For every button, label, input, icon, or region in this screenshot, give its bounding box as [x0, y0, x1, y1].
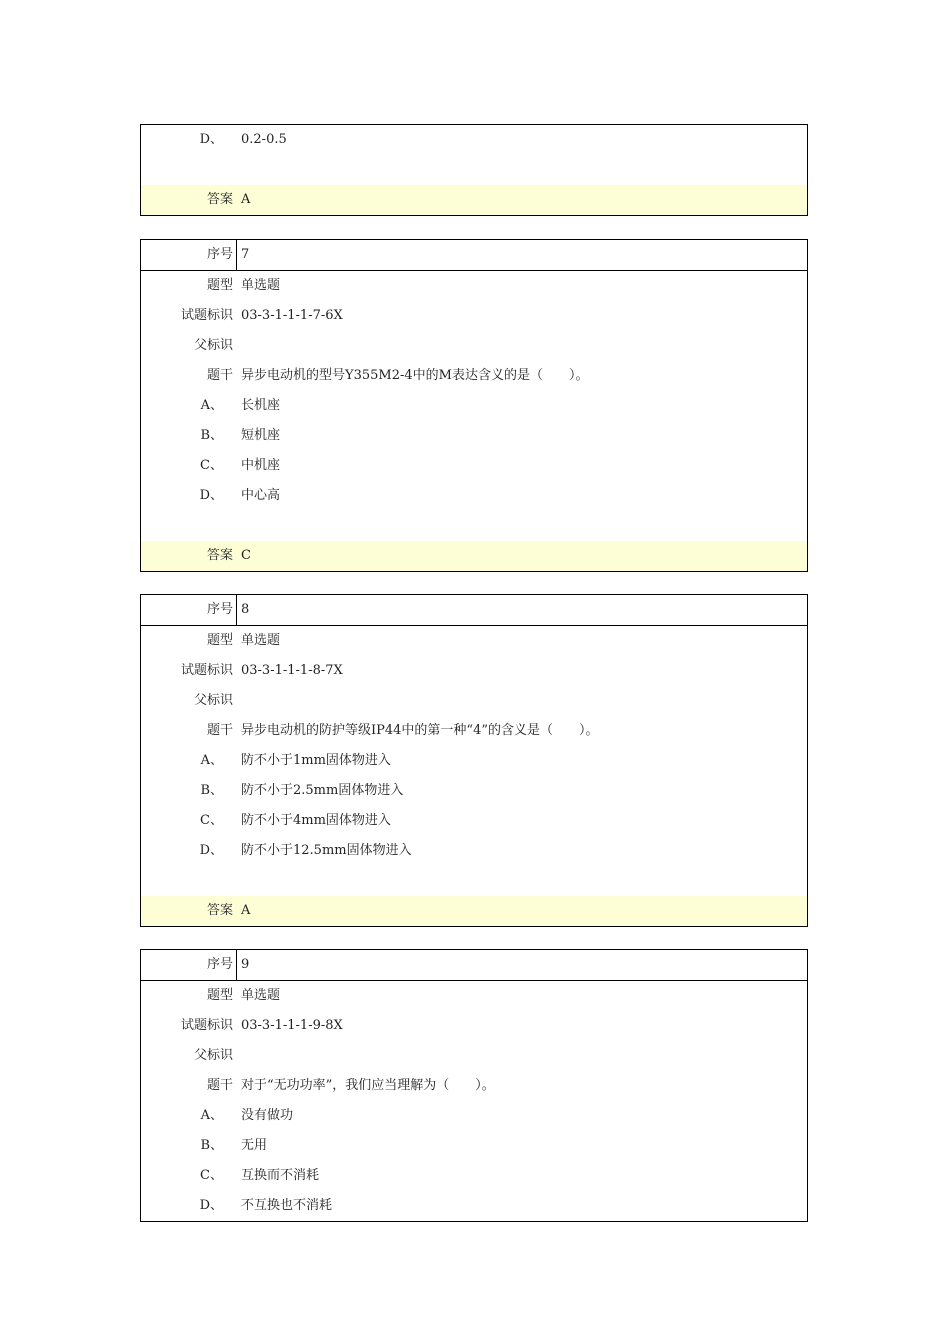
stem-label: 题干 — [206, 368, 233, 383]
option-row-b — [141, 421, 807, 451]
id-row — [141, 1011, 807, 1041]
stem-text: 对于“无功功率”，我们应当理解为（ ）。 — [241, 1078, 495, 1093]
option-text: 中机座 — [241, 458, 281, 473]
option-label: D、 — [199, 488, 223, 503]
option-text: 短机座 — [241, 428, 281, 443]
blank-row — [141, 866, 807, 896]
type-label: 题型 — [206, 278, 233, 293]
question-block-6-tail — [140, 124, 808, 216]
option-label: B、 — [200, 1138, 223, 1153]
option-row-d — [141, 125, 807, 155]
sequence-row — [141, 950, 807, 981]
parent-row — [141, 331, 807, 361]
id-label: 试题标识 — [180, 663, 233, 678]
parent-label: 父标识 — [193, 693, 233, 708]
type-row — [141, 271, 807, 301]
option-label: D、 — [199, 843, 223, 858]
sequence-label: 序号 — [206, 957, 233, 972]
answer-row — [141, 541, 807, 571]
answer-row — [141, 896, 807, 926]
option-text: 无用 — [241, 1138, 268, 1153]
option-row-b — [141, 1131, 807, 1161]
sequence-row — [141, 240, 807, 271]
option-row-c — [141, 451, 807, 481]
blank-row — [141, 511, 807, 541]
option-row-b — [141, 776, 807, 806]
option-label: B、 — [200, 783, 223, 798]
option-label: C、 — [200, 813, 223, 828]
answer-row — [141, 185, 807, 215]
option-row-d — [141, 481, 807, 511]
sequence-value: 9 — [241, 957, 250, 972]
option-row-c — [141, 1161, 807, 1191]
cell-divider — [236, 240, 237, 270]
cell-divider — [236, 595, 237, 625]
id-label: 试题标识 — [180, 1018, 233, 1033]
id-value: 03-3-1-1-1-9-8X — [241, 1018, 343, 1033]
id-value: 03-3-1-1-1-8-7X — [241, 663, 343, 678]
answer-value: A — [241, 903, 251, 918]
question-block-9 — [140, 949, 808, 1222]
parent-label: 父标识 — [193, 1048, 233, 1063]
question-block-8 — [140, 594, 808, 927]
option-label: A、 — [200, 753, 223, 768]
option-label: A、 — [200, 398, 223, 413]
id-row — [141, 656, 807, 686]
option-text: 不互换也不消耗 — [241, 1198, 333, 1213]
option-label: A、 — [200, 1108, 223, 1123]
cell-divider — [236, 950, 237, 980]
type-label: 题型 — [206, 988, 233, 1003]
type-value: 单选题 — [241, 633, 281, 648]
sequence-row — [141, 595, 807, 626]
option-row-a — [141, 391, 807, 421]
type-row — [141, 981, 807, 1011]
option-row-d — [141, 1191, 807, 1221]
parent-row — [141, 686, 807, 716]
type-value: 单选题 — [241, 278, 281, 293]
parent-row — [141, 1041, 807, 1071]
option-text: 互换而不消耗 — [241, 1168, 320, 1183]
stem-label: 题干 — [206, 1078, 233, 1093]
sequence-label: 序号 — [206, 247, 233, 262]
option-row-a — [141, 1101, 807, 1131]
stem-row — [141, 1071, 807, 1101]
option-text: 防不小于4mm固体物进入 — [241, 813, 391, 828]
answer-label: 答案 — [206, 903, 233, 918]
stem-label: 题干 — [206, 723, 233, 738]
option-label: D、 — [199, 1198, 223, 1213]
sequence-value: 8 — [241, 602, 250, 617]
option-row-a — [141, 746, 807, 776]
option-label: C、 — [200, 1168, 223, 1183]
option-text: 防不小于1mm固体物进入 — [241, 753, 391, 768]
type-label: 题型 — [206, 633, 233, 648]
option-row-d — [141, 836, 807, 866]
stem-row — [141, 716, 807, 746]
question-block-7 — [140, 239, 808, 572]
sequence-value: 7 — [241, 247, 250, 262]
option-text: 长机座 — [241, 398, 281, 413]
option-text: 防不小于2.5mm固体物进入 — [241, 783, 404, 798]
parent-label: 父标识 — [193, 338, 233, 353]
option-label: D、 — [199, 132, 223, 147]
type-row — [141, 626, 807, 656]
option-row-c — [141, 806, 807, 836]
stem-row — [141, 361, 807, 391]
blank-row — [141, 155, 807, 185]
id-row — [141, 301, 807, 331]
stem-text: 异步电动机的型号Y355M2-4中的M表达含义的是（ ）。 — [241, 368, 589, 383]
option-text: 0.2-0.5 — [241, 132, 287, 147]
option-text: 没有做功 — [241, 1108, 294, 1123]
answer-value: C — [241, 548, 251, 563]
type-value: 单选题 — [241, 988, 281, 1003]
sequence-label: 序号 — [206, 602, 233, 617]
answer-label: 答案 — [206, 548, 233, 563]
option-text: 中心高 — [241, 488, 281, 503]
id-value: 03-3-1-1-1-7-6X — [241, 308, 343, 323]
answer-label: 答案 — [206, 192, 233, 207]
option-label: B、 — [200, 428, 223, 443]
stem-text: 异步电动机的防护等级IP44中的第一种“4”的含义是（ ）。 — [241, 723, 599, 738]
option-label: C、 — [200, 458, 223, 473]
option-text: 防不小于12.5mm固体物进入 — [241, 843, 412, 858]
answer-value: A — [241, 192, 251, 207]
id-label: 试题标识 — [180, 308, 233, 323]
